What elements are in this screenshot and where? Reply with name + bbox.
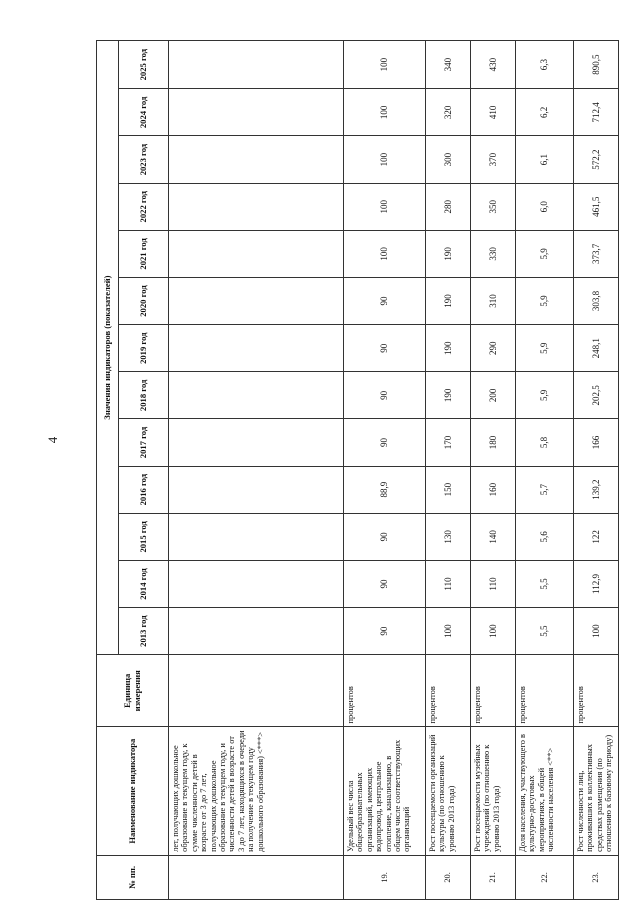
table-container [96,40,618,900]
value-cell: 320 [426,89,471,136]
value-cell: 90 [344,372,426,419]
header-year: 2018 год [119,372,169,419]
value-cell: 200 [471,372,516,419]
value-cell: 170 [426,419,471,466]
value-cell: 90 [344,513,426,560]
value-cell: 130 [426,513,471,560]
header-year: 2019 год [119,325,169,372]
value-cell: 190 [426,372,471,419]
table-row [344,41,426,900]
value-cell: 100 [574,608,619,655]
value-cell: 430 [471,41,516,89]
row-number [169,855,344,899]
indicator-name: Рост посещаемости организаций культуры (по отношению к уровню 2013 года) [426,727,471,855]
row-number: 20. [426,855,471,899]
value-cell: 340 [426,41,471,89]
unit-cell: процентов [574,655,619,727]
value-cell: 370 [471,136,516,183]
value-cell: 100 [344,230,426,277]
value-cell: 373,7 [574,230,619,277]
value-cell: 6,0 [516,183,574,230]
value-cell: 190 [426,230,471,277]
value-cell [169,419,344,466]
value-cell: 303,8 [574,277,619,324]
value-cell: 112,9 [574,560,619,607]
header-year: 2013 год [119,608,169,655]
value-cell: 350 [471,183,516,230]
value-cell: 5,8 [516,419,574,466]
header-year: 2017 год [119,419,169,466]
value-cell: 160 [471,466,516,513]
value-cell: 140 [471,513,516,560]
page-number: 4 [45,436,60,444]
value-cell: 5,5 [516,608,574,655]
indicators-table [96,40,619,900]
value-cell: 5,6 [516,513,574,560]
value-cell: 5,7 [516,466,574,513]
value-cell: 90 [344,325,426,372]
table-row [426,41,471,900]
value-cell: 122 [574,513,619,560]
header-year: 2025 год [119,41,169,89]
unit-cell: процентов [344,655,426,727]
header-year: 2014 год [119,560,169,607]
value-cell: 88,9 [344,466,426,513]
value-cell: 6,1 [516,136,574,183]
indicator-name: Удельный вес числа общеобразовательных организаций, имеющих водопровод, центральное отопление, канализацию, в общем числе соответствующих организаций [344,727,426,855]
value-cell: 5,9 [516,325,574,372]
header-year: 2023 год [119,136,169,183]
unit-cell [169,655,344,727]
value-cell: 190 [426,325,471,372]
value-cell: 461,5 [574,183,619,230]
value-cell [169,277,344,324]
unit-cell: процентов [426,655,471,727]
indicator-name: лет, получающих дошкольное образование в текущем году, к сумме численности детей в возрасте от 3 до 7 лет, получающих дошкольное образование в текущем году, и численности детей в возрасте от 3 до 7 лет, находящихся в очереди на получение в текущем году дошкольного образования) <***> [169,727,344,855]
value-cell [169,372,344,419]
value-cell [169,183,344,230]
value-cell [169,41,344,89]
value-cell: 100 [471,608,516,655]
value-cell: 5,9 [516,277,574,324]
value-cell: 712,4 [574,89,619,136]
header-year: 2015 год [119,513,169,560]
value-cell: 90 [344,277,426,324]
row-number: 23. [574,855,619,899]
row-number: 22. [516,855,574,899]
value-cell: 202,5 [574,372,619,419]
value-cell: 330 [471,230,516,277]
table-row [574,41,619,900]
value-cell [169,89,344,136]
value-cell [169,608,344,655]
header-year: 2022 год [119,183,169,230]
value-cell: 6,3 [516,41,574,89]
header-year: 2016 год [119,466,169,513]
value-cell: 110 [471,560,516,607]
value-cell: 290 [471,325,516,372]
unit-cell: процентов [516,655,574,727]
value-cell [169,325,344,372]
value-cell: 150 [426,466,471,513]
value-cell: 572,2 [574,136,619,183]
value-cell: 100 [344,89,426,136]
row-number: 19. [344,855,426,899]
value-cell: 110 [426,560,471,607]
rotated-page [96,40,618,900]
value-cell [169,136,344,183]
header-year: 2024 год [119,89,169,136]
value-cell: 6,2 [516,89,574,136]
value-cell: 100 [426,608,471,655]
header-num: № пп. [97,855,169,899]
value-cell [169,513,344,560]
value-cell: 100 [344,136,426,183]
value-cell: 248,1 [574,325,619,372]
value-cell: 100 [344,41,426,89]
value-cell: 180 [471,419,516,466]
value-cell [169,466,344,513]
value-cell: 300 [426,136,471,183]
table-row [516,41,574,900]
header-name: Наименование индикатора [97,727,169,855]
value-cell: 100 [344,183,426,230]
value-cell: 5,9 [516,230,574,277]
value-cell: 890,5 [574,41,619,89]
header-values-group: Значения индикаторов (показателей) [97,41,119,655]
value-cell [169,560,344,607]
value-cell: 190 [426,277,471,324]
header-year: 2020 год [119,277,169,324]
value-cell: 166 [574,419,619,466]
value-cell: 90 [344,608,426,655]
value-cell: 410 [471,89,516,136]
value-cell: 310 [471,277,516,324]
indicator-name: Рост численности лиц, проживавших в коллективных средствах размещения (по отношению к базовому периоду) [574,727,619,855]
row-number: 21. [471,855,516,899]
header-year: 2021 год [119,230,169,277]
value-cell: 5,9 [516,372,574,419]
indicator-name: Рост посещаемости музейных учреждений (по отношению к уровню 2013 года) [471,727,516,855]
header-unit: Единица измерения [97,655,169,727]
indicator-name: Доля населения, участвующего в культурно-досуговых мероприятиях, в общей численности населения <**> [516,727,574,855]
unit-cell: процентов [471,655,516,727]
value-cell: 90 [344,419,426,466]
value-cell: 90 [344,560,426,607]
value-cell: 5,5 [516,560,574,607]
value-cell [169,230,344,277]
value-cell: 139,2 [574,466,619,513]
table-row [169,41,344,900]
table-row [471,41,516,900]
value-cell: 280 [426,183,471,230]
